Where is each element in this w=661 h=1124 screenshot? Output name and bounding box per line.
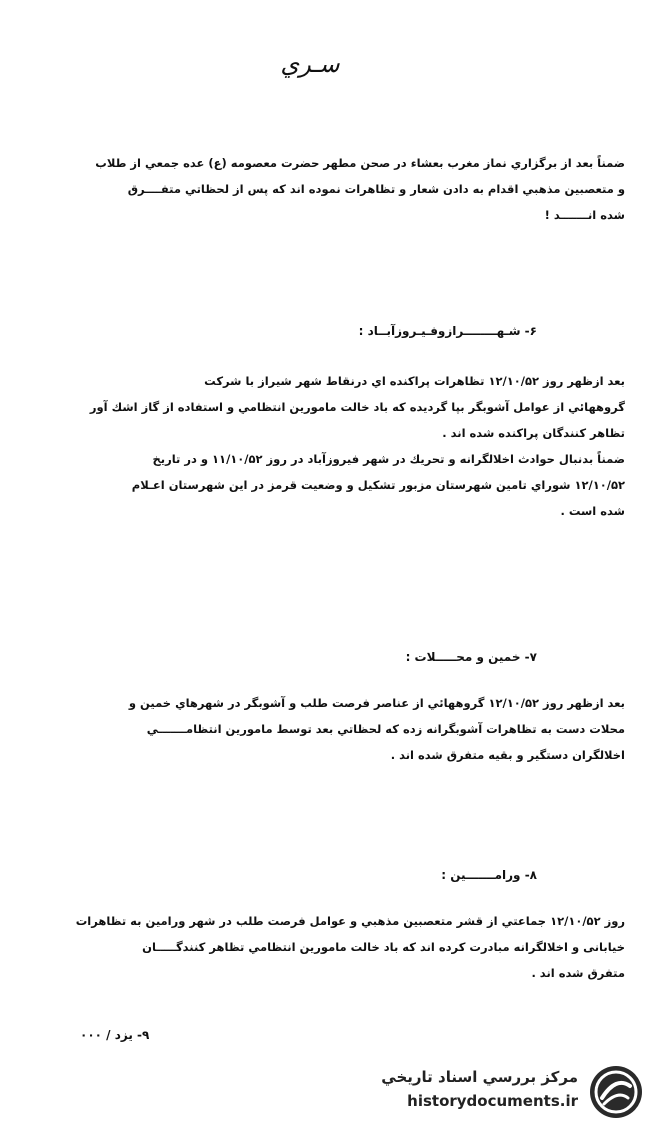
- section-paragraph-shiraz: [25, 368, 625, 524]
- watermark: [378, 1062, 648, 1120]
- section-heading-varamin: ۸- ورامـــــــين :: [441, 868, 537, 882]
- paragraph-line: شده است .: [560, 504, 625, 518]
- section-heading-yazd: ۹- يزد / ۰۰۰: [80, 1028, 150, 1042]
- watermark-url: historydocuments.ir: [407, 1092, 578, 1110]
- section-heading-shiraz: ۶- شـهــــــــرازوفـيـروزآبــاد :: [358, 324, 537, 338]
- paragraph-line: محلات دست به تظاهرات آشوبگرانه زده كه لحظاتي بعد توسط مامورين انتظامـــــــي: [146, 722, 625, 736]
- archive-logo-icon: [588, 1064, 644, 1120]
- paragraph-line: اخلالگران دستگير و بقيه متفرق شده اند .: [390, 748, 625, 762]
- paragraph-line: روز ۱۲/۱۰/۵۲ جماعتي از قشر متعصبين مذهبي و عوامل فرصت طلب در شهر ورامين به تظاهرات: [75, 914, 625, 928]
- paragraph-line: و متعصبين مذهبي اقدام به دادن شعار و تظاهرات نموده اند كه پس از لحظاتي متفــــرق: [127, 182, 625, 196]
- section-paragraph-khomein: [25, 690, 625, 768]
- intro-paragraph: [25, 150, 625, 228]
- paragraph-line: بعد ازظهر روز ۱۲/۱۰/۵۲ تظاهرات پراكنده اي درنقاط شهر شيراز با شركت: [204, 374, 625, 388]
- section-paragraph-varamin: [25, 908, 625, 986]
- document-title: سـري: [280, 50, 340, 78]
- paragraph-line: متفرق شده اند .: [531, 966, 625, 980]
- paragraph-line: ضمناً بدنبال حوادث اخلالگرانه و تحريك در شهر فيروزآباد در روز ۱۱/۱۰/۵۲ و در تاريخ: [152, 452, 625, 466]
- paragraph-line: ۱۲/۱۰/۵۲ شوراي تامين شهرستان مزبور تشكيل و وضعيت قرمز در اين شهرستان اعـلام: [131, 478, 625, 492]
- paragraph-line: ضمناً بعد از برگزاري نماز مغرب بعشاء در صحن مطهر حضرت معصومه (ع) عده جمعي از طلاب: [95, 156, 625, 170]
- watermark-title: مركز بررسي اسناد تاريخي: [381, 1068, 578, 1086]
- paragraph-line: بعد ازظهر روز ۱۲/۱۰/۵۲ گروههائي از عناصر فرصت طلب و آشوبگر در شهرهاي خمين و: [128, 696, 625, 710]
- paragraph-line: شده انـــــــد !: [544, 208, 625, 222]
- paragraph-line: تظاهر كنندگان پراكنده شده اند .: [442, 426, 625, 440]
- paragraph-line: گروههائي از عوامل آشوبگر بپا گرديده كه باد خالت مامورين انتظامي و استفاده از گاز اشك آور: [89, 400, 625, 414]
- section-heading-khomein: ۷- خمين و محـــــلات :: [405, 650, 537, 664]
- paragraph-line: خيابانی و اخلالگرانه مبادرت كرده اند كه باد خالت مامورين انتظامي تظاهر كنندگـــــان: [142, 940, 625, 954]
